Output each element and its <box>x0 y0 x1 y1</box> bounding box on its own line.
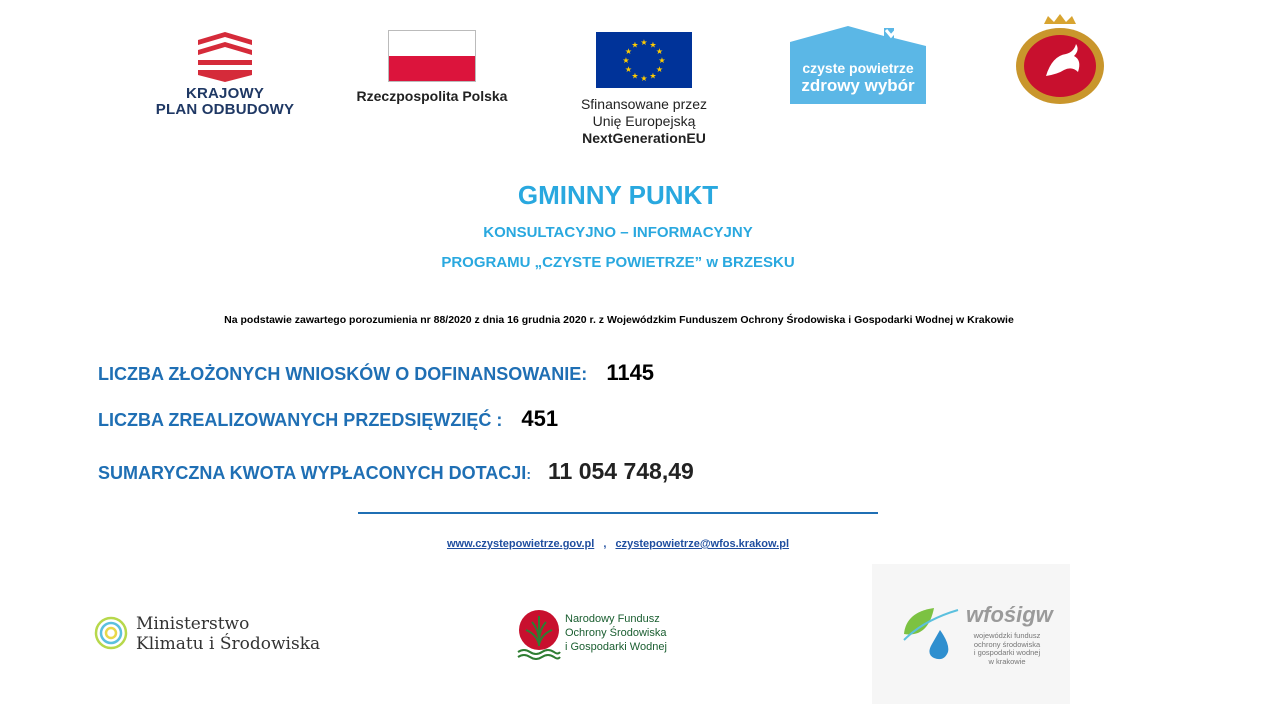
nfos-line1: Narodowy Fundusz <box>565 613 660 625</box>
cp-line2: zdrowy wybór <box>801 76 915 95</box>
contact-links <box>0 538 1236 550</box>
website-link[interactable]: www.czystepowietrze.gov.pl <box>446 538 595 550</box>
eu-line1: Sfinansowane przez <box>580 96 708 112</box>
stat-applications-label: LICZBA ZŁOŻONYCH WNIOSKÓW O DOFINANSOWANIE: <box>98 364 588 384</box>
mkis-line2: Klimatu i Środowiska <box>136 634 321 654</box>
eu-line3: NextGenerationEU <box>582 130 706 146</box>
wfos-sub2: ochrony środowiska <box>973 639 1041 649</box>
svg-text:★: ★ <box>649 71 657 81</box>
mkis-line1: Ministerstwo <box>136 614 250 634</box>
stat-applications-value: 1145 <box>606 360 655 385</box>
kpo-line2: PLAN ODBUDOWY <box>155 101 295 118</box>
wfos-sub3: i gospodarki wodnej <box>973 648 1041 657</box>
stat-projects <box>98 406 558 432</box>
ministry-logo-text <box>136 614 320 654</box>
cp-line1: czyste powietrze <box>802 60 914 76</box>
stat-amount-colon: : <box>526 466 531 482</box>
stat-projects-value: 451 <box>521 406 559 431</box>
wfosigw-leaf-drop-icon <box>900 600 964 670</box>
divider-line <box>358 512 878 514</box>
svg-text:★: ★ <box>658 56 666 65</box>
wfos-sub1: wojewódzki fundusz <box>973 631 1041 640</box>
eu-line2: Unię Europejską <box>592 113 696 129</box>
page-title: GMINNY PUNKT <box>517 180 719 210</box>
svg-text:★: ★ <box>624 65 633 74</box>
stat-amount-label: SUMARYCZNA KWOTA WYPŁACONYCH DOTACJI <box>98 463 527 483</box>
stat-projects-label: LICZBA ZREALIZOWANYCH PRZEDSIĘWZIĘĆ : <box>98 410 503 430</box>
svg-text:★: ★ <box>631 71 639 81</box>
stat-amount-value: 11 054 748,49 <box>548 458 694 484</box>
page-subtitle-2: PROGRAMU „CZYSTE POWIETRZE” w BRZESKU <box>441 254 795 271</box>
nfos-line2: Ochrony Środowiska <box>565 627 667 639</box>
svg-text:★: ★ <box>622 56 630 65</box>
nfos-line3: i Gospodarki Wodnej <box>565 641 667 653</box>
page-subtitle-1: KONSULTACYJNO – INFORMACYJNY <box>483 224 753 241</box>
links-separator: , <box>603 538 607 550</box>
stat-applications <box>98 360 654 386</box>
stat-amount <box>98 458 694 485</box>
email-link[interactable]: czystepowietrze@wfos.krakow.pl <box>615 538 790 550</box>
svg-text:★: ★ <box>649 40 657 50</box>
cp-logo-text <box>788 60 928 94</box>
wfosigw-subtitle <box>962 632 1052 666</box>
svg-text:★: ★ <box>655 47 664 56</box>
eu-logo-text <box>556 96 732 147</box>
ministry-swirl-icon <box>94 616 128 650</box>
svg-text:★: ★ <box>624 47 633 56</box>
wfos-sub4: w krakowie <box>988 656 1026 666</box>
wfosigw-title: wfośigw <box>966 602 1053 627</box>
kpo-logo-text <box>140 86 310 118</box>
nfosigw-emblem-icon <box>516 608 562 660</box>
polish-flag-icon <box>388 30 476 82</box>
coat-of-arms-icon <box>1008 14 1112 106</box>
svg-text:★: ★ <box>640 74 648 83</box>
nfosigw-logo-text <box>565 612 667 654</box>
svg-text:★: ★ <box>631 40 639 50</box>
eu-flag-icon <box>596 32 692 88</box>
svg-text:★: ★ <box>655 65 664 74</box>
kpo-line1: KRAJOWY <box>185 85 265 102</box>
agreement-basis-text: Na podstawie zawartego porozumienia nr 88/2020 z dnia 16 grudnia 2020 r. z Wojewódzkim Funduszem Ochrony Środowiska i Gospodarki Wodnej w Krakowie <box>224 314 1014 326</box>
svg-text:★: ★ <box>640 38 648 47</box>
rp-logo-text: Rzeczpospolita Polska <box>356 88 508 104</box>
